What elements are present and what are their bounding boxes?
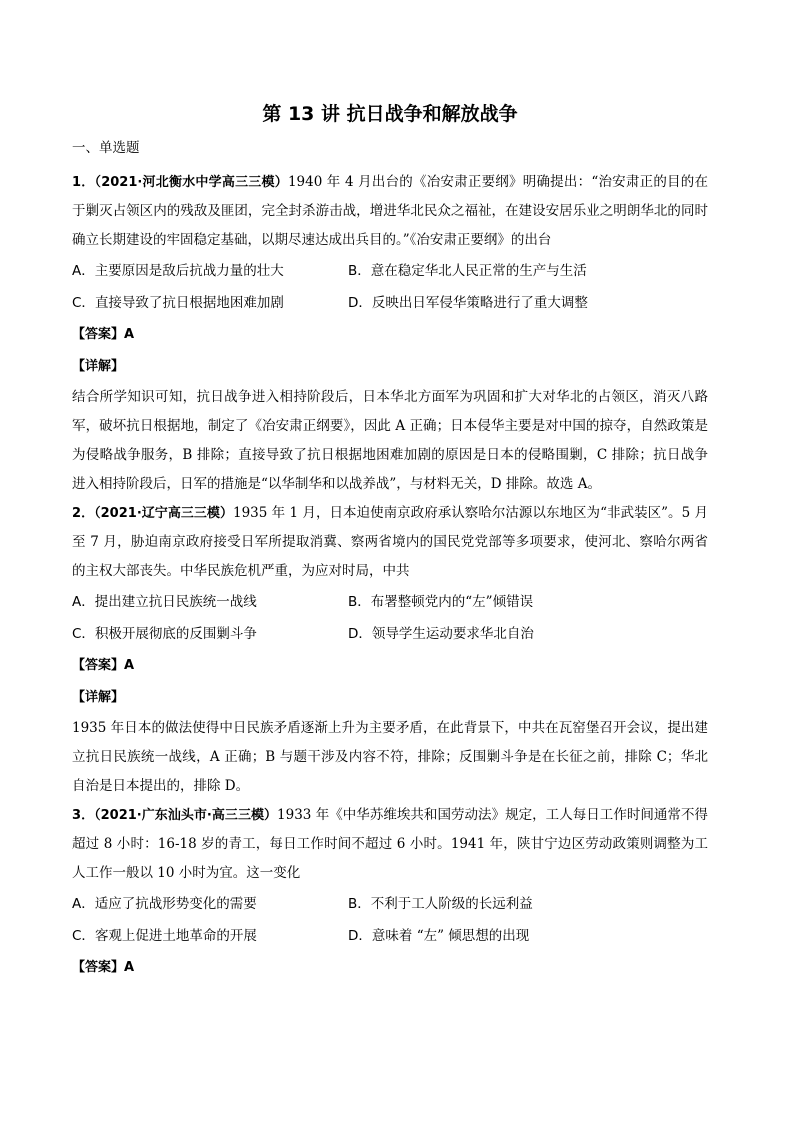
question-source: 1．（2021·河北衡水中学高三三模） [72,175,288,190]
question-text: 1935 年 1 月，日本迫使南京政府承认察哈尔沽源以东地区为“非武装区”。5 月至 7 月，胁迫南京政府接受日军所提取消冀、察两省境内的国民党党部等多项要求，使河北、察哈尔两省的主权大部丧失。中华民族危机严重，为应对时局，中共 [72,505,708,579]
question-text: 1933 年《中华苏维埃共和国劳动法》规定，工人每日工作时间通常不得超过 8 小时：16-18 岁的青工，每日工作时间不超过 6 小时。1941 年，陕甘宁边区劳动政策则调整为工人工作一般以 10 小时为宜。这一变化 [72,807,708,881]
option-c: C．直接导致了抗日根据地困难加剧 [72,295,284,311]
option-c: C．积极开展彻底的反围剿斗争 [72,626,257,642]
option-a: A．适应了抗战形势变化的需要 [72,896,257,912]
question-1 [72,168,708,499]
question-text: 1940 年 4 月出台的《冶安肃正要纲》明确提出：“治安肃正的目的在于剿灭占领区内的残敌及匪团，完全封杀游击战，增进华北民众之福祉，在建设安居乐业之明朗华北的同时确立长期建设的牢固稳定基础，以期尽速达成出兵目的。”《冶安肃正要纲》的出台 [72,174,708,248]
answer-label: 【答案】A [72,658,135,673]
option-c: C．客观上促进土地革命的开展 [72,928,257,944]
detail-label: 【详解】 [72,359,125,374]
option-list [72,586,708,650]
option-list [72,255,708,319]
section-heading: 一、单选题 [72,140,140,156]
option-a: A．提出建立抗日民族统一战线 [72,594,257,610]
question-source: 3．（2021·广东汕头市·高三三模） [72,808,278,823]
option-b: B．不利于工人阶级的长远利益 [348,896,533,912]
option-list [72,888,708,952]
question-stem [72,801,708,888]
detail-label: 【详解】 [72,690,125,705]
answer-label: 【答案】A [72,327,135,342]
question-2 [72,499,708,801]
option-d: D．反映出日军侵华策略进行了重大调整 [348,295,588,311]
answer-label: 【答案】A [72,960,135,975]
page-title: 第 13 讲 抗日战争和解放战争 [262,103,518,125]
option-a: A．主要原因是敌后抗战力量的壮大 [72,263,284,279]
option-b: B．意在稳定华北人民正常的生产与生活 [348,263,587,279]
option-d: D．领导学生运动要求华北自治 [348,626,534,642]
question-source: 2．（2021·辽宁高三三模） [72,506,233,521]
question-3 [72,801,708,984]
detail-text: 结合所学知识可知，抗日战争进入相持阶段后，日本华北方面军为巩固和扩大对华北的占领区，消灭八路军，破坏抗日根据地，制定了《冶安肃正纲要》，因此 A 正确；日本侵华主要是对中国的掠夺，自然政策是为侵略战争服务，B 排除；直接导致了抗日根据地困难加剧的原因是日本的侵略围剿，C 排除；抗日战争进入相持阶段后，日军的措施是“以华制华和以战养战”，与材料无关，D 排除。故选 A。 [72,389,708,492]
question-stem [72,168,708,255]
option-b: B．布署整顿党内的“左”倾错误 [348,594,534,610]
detail-text: 1935 年日本的做法使得中日民族矛盾逐渐上升为主要矛盾，在此背景下，中共在瓦窑堡召开会议，提出建立抗日民族统一战线，A 正确；B 与题干涉及内容不符，排除；反围剿斗争是在长征之前，排除 C；华北自治是日本提出的，排除 D。 [72,720,708,794]
option-d: D．意味着 “左” 倾思想的出现 [348,928,530,944]
question-stem [72,499,708,586]
